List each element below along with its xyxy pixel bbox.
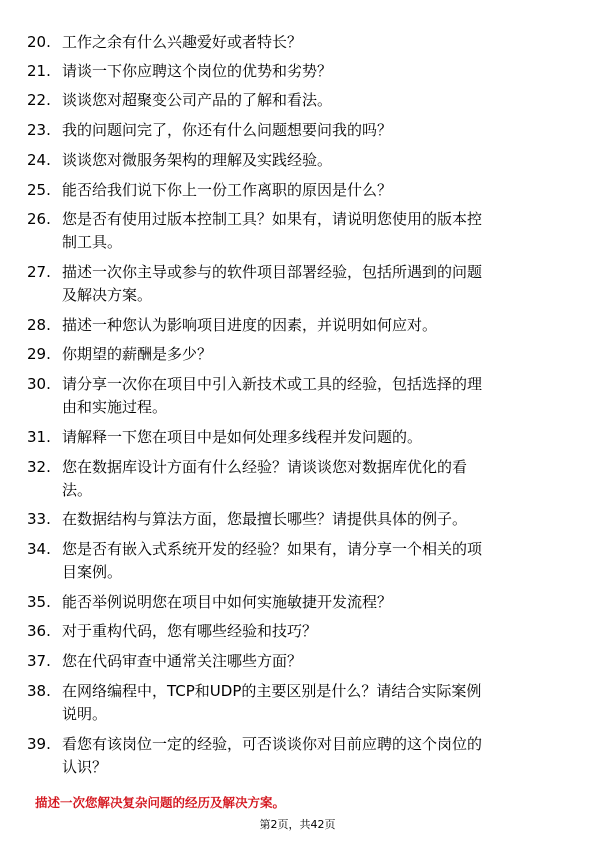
question-text <box>62 90 562 110</box>
question-text <box>62 262 562 305</box>
question-text-line: 由和实施过程。 <box>62 398 168 416</box>
question-text-line: 在网络编程中，TCP和UDP的主要区别是什么？请结合实际案例 <box>62 682 482 700</box>
question-number: 35. <box>27 593 51 611</box>
question-text-line: 描述一种您认为影响项目进度的因素，并说明如何应对。 <box>62 316 438 334</box>
question-text <box>62 180 562 200</box>
highlight-note: 描述一次您解决复杂问题的经历及解决方案。 <box>35 795 286 810</box>
question-number: 34. <box>27 540 51 558</box>
question-number: 22. <box>27 91 51 109</box>
question-text-line: 法。 <box>62 481 93 499</box>
question-number: 38. <box>27 682 51 700</box>
question-text-line: 认识？ <box>62 758 108 776</box>
question-text <box>62 315 562 335</box>
question-number: 33. <box>27 510 51 528</box>
question-text <box>62 592 562 612</box>
question-text-line: 工作之余有什么兴趣爱好或者特长？ <box>62 33 303 51</box>
page-footer: 第2页，共42页 <box>259 818 336 831</box>
question-number: 32. <box>27 458 51 476</box>
question-text-line: 说明。 <box>62 705 108 723</box>
question-text <box>62 61 562 81</box>
question-text-line: 您在数据库设计方面有什么经验？请谈谈您对数据库优化的看 <box>62 458 468 476</box>
question-number: 27. <box>27 263 51 281</box>
question-text-line: 能否给我们说下你上一份工作离职的原因是什么？ <box>62 181 393 199</box>
question-text-line: 看您有该岗位一定的经验，可否谈谈你对目前应聘的这个岗位的 <box>62 735 483 753</box>
question-text <box>62 374 562 417</box>
question-number: 28. <box>27 316 51 334</box>
question-text <box>62 681 562 724</box>
question-text-line: 谈谈您对微服务架构的理解及实践经验。 <box>62 151 333 169</box>
question-text-line: 请谈一下你应聘这个岗位的优势和劣势？ <box>62 62 333 80</box>
question-text-line: 你期望的薪酬是多少？ <box>62 345 213 363</box>
question-text-line: 描述一次你主导或参与的软件项目部署经验，包括所遇到的问题 <box>62 263 483 281</box>
question-number: 23. <box>27 121 51 139</box>
question-number: 30. <box>27 375 51 393</box>
question-number: 31. <box>27 428 51 446</box>
question-text <box>62 150 562 170</box>
question-text-line: 谈谈您对超聚变公司产品的了解和看法。 <box>62 91 333 109</box>
question-text <box>62 457 562 500</box>
question-text-line: 对于重构代码，您有哪些经验和技巧？ <box>62 622 318 640</box>
question-number: 24. <box>27 151 51 169</box>
question-text-line: 您是否有嵌入式系统开发的经验？如果有，请分享一个相关的项 <box>62 540 483 558</box>
question-text-line: 我的问题问完了，你还有什么问题想要问我的吗？ <box>62 121 393 139</box>
question-text-line: 制工具。 <box>62 233 123 251</box>
question-text-line: 及解决方案。 <box>62 286 153 304</box>
question-text-line: 在数据结构与算法方面，您最擅长哪些？请提供具体的例子。 <box>62 510 468 528</box>
question-text <box>62 539 562 582</box>
question-text-line: 请分享一次你在项目中引入新技术或工具的经验，包括选择的理 <box>62 375 483 393</box>
question-number: 29. <box>27 345 51 363</box>
question-text <box>62 734 562 777</box>
question-text <box>62 32 562 52</box>
question-text <box>62 509 562 529</box>
question-number: 36. <box>27 622 51 640</box>
question-text <box>62 621 562 641</box>
question-text-line: 能否举例说明您在项目中如何实施敏捷开发流程？ <box>62 593 393 611</box>
question-text-line: 请解释一下您在项目中是如何处理多线程并发问题的。 <box>62 428 423 446</box>
question-text-line: 您在代码审查中通常关注哪些方面？ <box>62 652 303 670</box>
question-text <box>62 344 562 364</box>
question-number: 21. <box>27 62 51 80</box>
question-number: 39. <box>27 735 51 753</box>
question-text-line: 您是否有使用过版本控制工具？如果有，请说明您使用的版本控 <box>62 210 483 228</box>
question-text <box>62 209 562 252</box>
question-number: 25. <box>27 181 51 199</box>
question-number: 26. <box>27 210 51 228</box>
question-number: 20. <box>27 33 51 51</box>
question-text <box>62 120 562 140</box>
question-text-line: 目案例。 <box>62 563 123 581</box>
question-number: 37. <box>27 652 51 670</box>
question-text <box>62 651 562 671</box>
question-text <box>62 427 562 447</box>
